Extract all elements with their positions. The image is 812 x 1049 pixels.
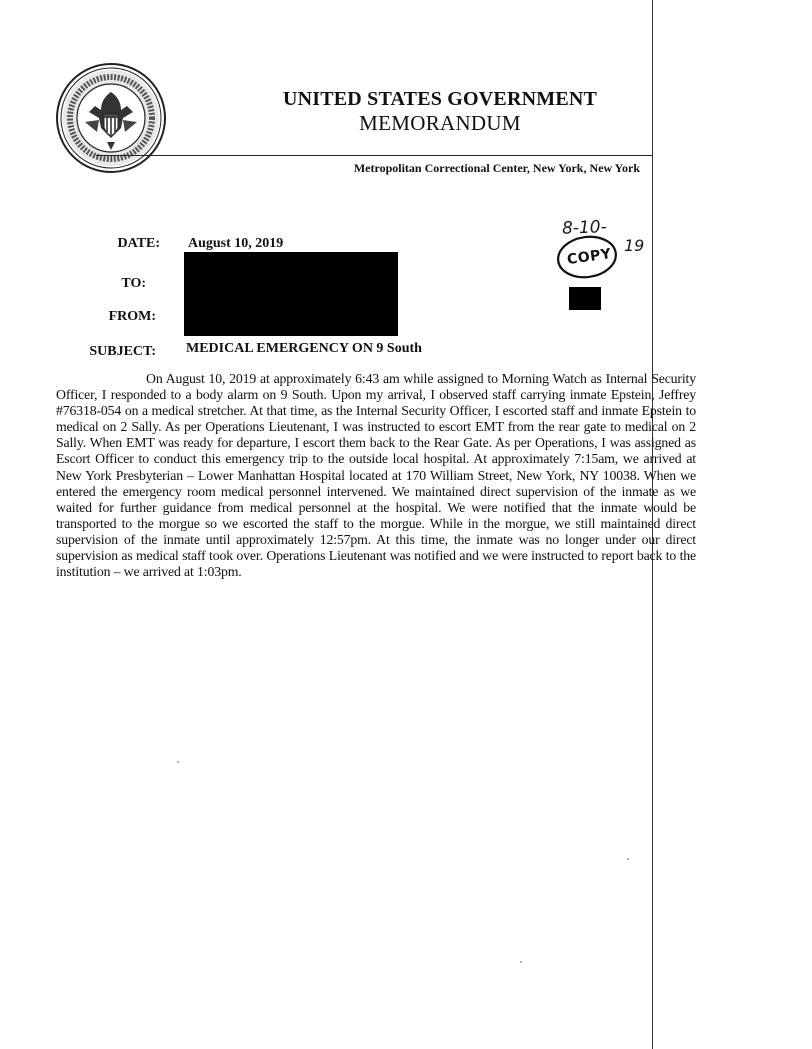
memo-body-paragraph: On August 10, 2019 at approximately 6:43 am while assigned to Morning Watch as Internal Security Officer, I responded to a body alarm on 9 South. Upon my arrival, I observed staff carrying inmate Epstein, Jeffrey #76318-054 on a medical stretcher. At that time, as the Internal Security Officer, I escorted staff and inmate Epstein to medical on 2 Sally. As per Operations Lieutenant, I was instructed to escort EMT from the rear gate to medical on 2 Sally. When EMT was ready for departure, I escort them back to the Rear Gate. As per Operations, I was assigned as Escort Officer to conduct this emergency trip to the outside local hospital. At approximately 7:15am, we arrived at New York Presbyterian – Lower Manhattan Hospital located at 170 William Street, New York, NY 10038. When we entered the emergency room medical personnel intervened. We maintained direct supervision of the inmate as we waited for further guidance from medical personnel at the hospital. We were notified that the inmate would be transported to the morgue so we escorted the staff to the morgue. While in the morgue, we still maintained direct supervision of the inmate until approximately 12:57pm. At this time, the inmate was no longer under our direct supervision as medical staff took over. Operations Lieutenant was notified and we were instructed to report back to the institution – we arrived at 1:03pm. [56,371,696,580]
to-label: TO: [121,276,146,291]
from-label: FROM: [108,309,156,324]
redaction-block-names [184,252,398,336]
header-divider [96,155,652,156]
subject-value: MEDICAL EMERGENCY ON 9 South [186,341,422,356]
handwritten-date: 8-10- [561,217,608,239]
redaction-block-initials [569,287,601,310]
facility-location: Metropolitan Correctional Center, New York, New York [353,161,640,175]
scan-speck [520,961,522,963]
copy-stamp-label: COPY [566,245,613,269]
scan-speck [177,761,179,763]
memo-subtitle: MEMORANDUM [359,111,521,135]
date-label: DATE: [117,236,160,251]
scan-speck [627,858,629,860]
handwritten-year: 19 [624,236,645,255]
date-value: August 10, 2019 [188,236,284,251]
department-of-justice-seal-icon [55,62,167,174]
memo-title: UNITED STATES GOVERNMENT [282,88,598,110]
subject-label: SUBJECT: [89,344,156,359]
